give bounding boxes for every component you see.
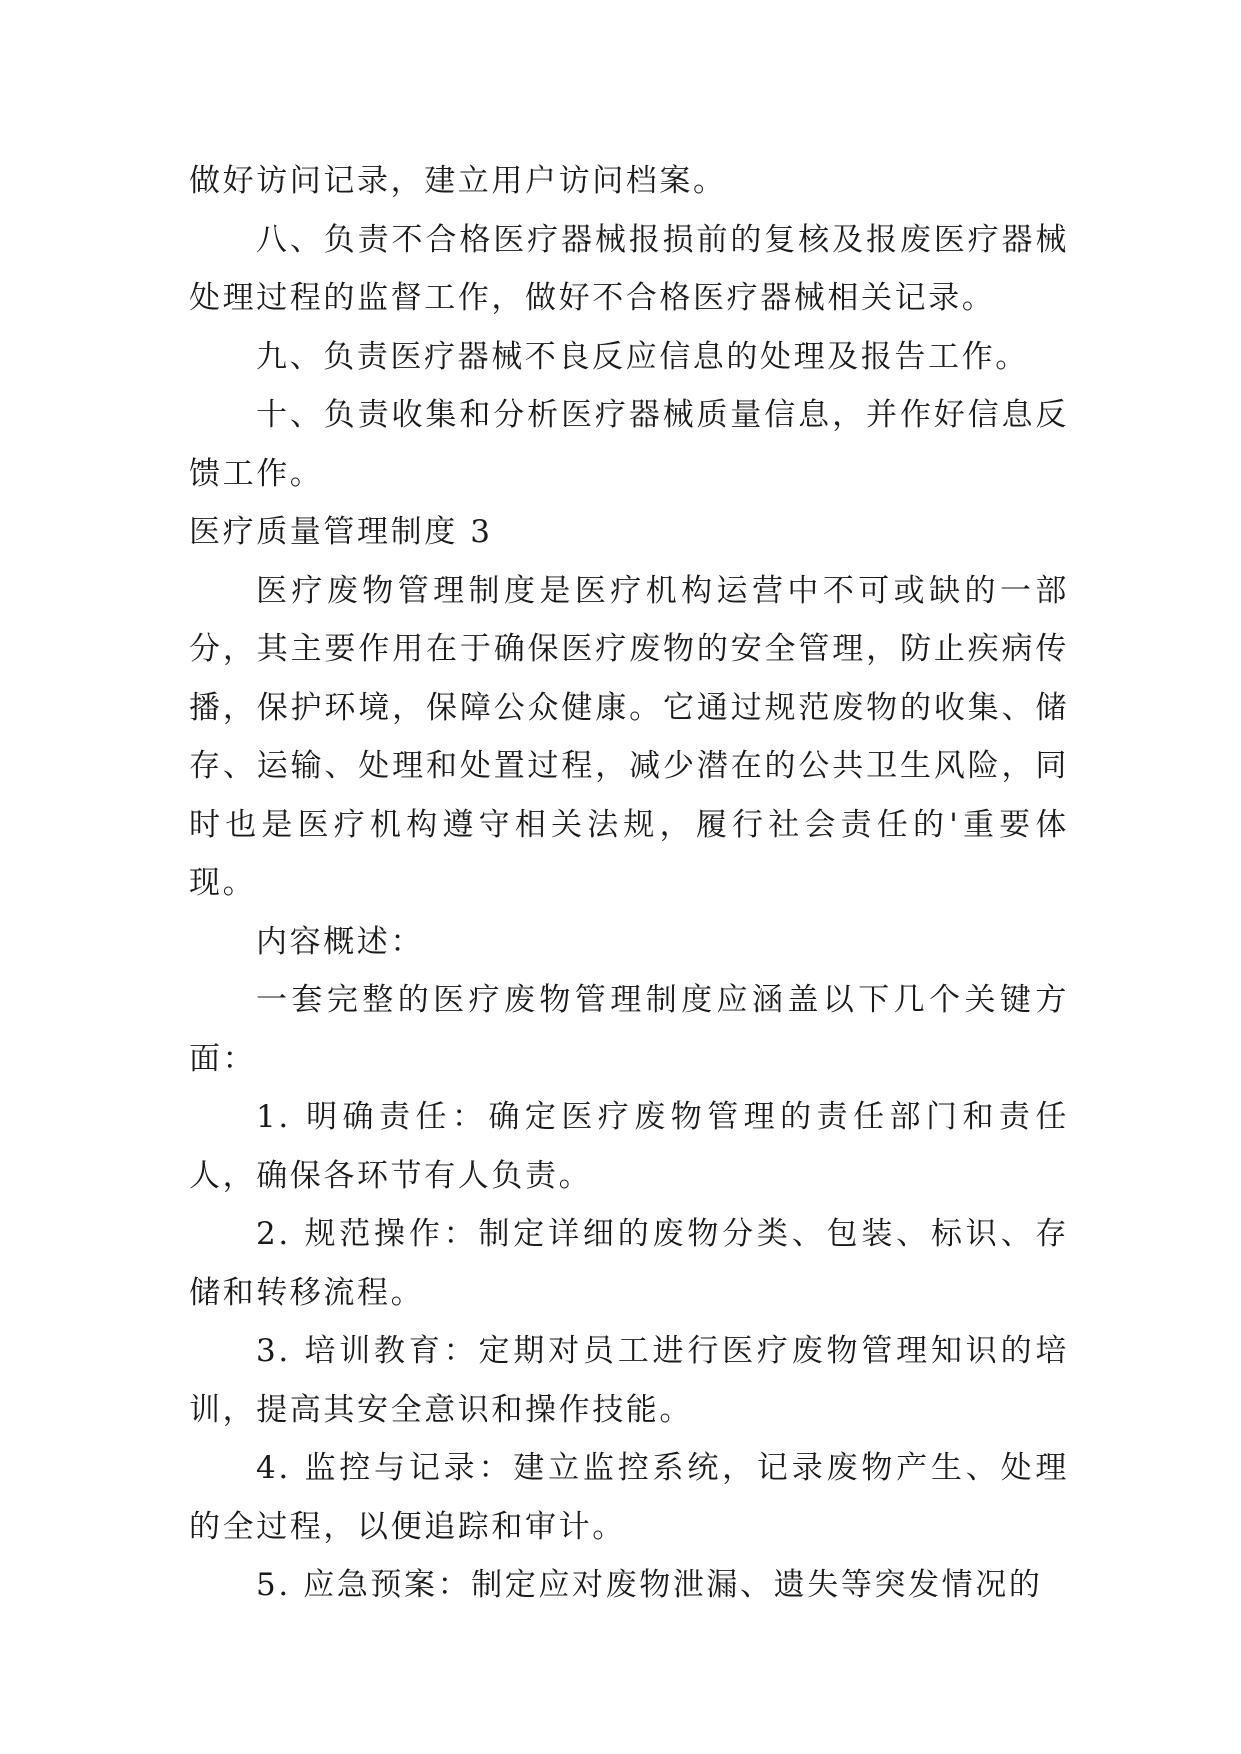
paragraph-overview-label: 内容概述： [256, 923, 424, 960]
list-item-1: 1. 明确责任：确定医疗废物管理的责任部门和责任人，确保各环节有人负责。 [189, 1099, 1069, 1194]
paragraph-intro: 医疗废物管理制度是医疗机构运营中不可或缺的一部分，其主要作用在于确保医疗废物的安全管理，防止疾病传播，保护环境，保障公众健康。它通过规范废物的收集、储存、运输、处理和处置过程，减少潜在的公共卫生风险，同时也是医疗机构遵守相关法规，履行社会责任的'重要体现。 [189, 572, 1069, 901]
paragraph-item-10: 十、负责收集和分析医疗器械质量信息，并作好信息反馈工作。 [189, 397, 1069, 492]
list-item-3: 3. 培训教育：定期对员工进行医疗废物管理知识的培训，提高其安全意识和操作技能。 [189, 1333, 1069, 1428]
paragraph-continuation: 做好访问记录，建立用户访问档案。 [189, 163, 727, 199]
section-heading: 医疗质量管理制度 3 [189, 514, 493, 550]
paragraph-item-8: 八、负责不合格医疗器械报损前的复核及报废医疗器械处理过程的监督工作，做好不合格医疗器械相关记录。 [189, 221, 1069, 316]
list-item-5: 5. 应急预案：制定应对废物泄漏、遗失等突发情况的 [256, 1567, 1043, 1603]
document-body [189, 152, 1069, 1615]
paragraph-overview: 一套完整的医疗废物管理制度应涵盖以下几个关键方面： [189, 982, 1069, 1077]
list-item-2: 2. 规范操作：制定详细的废物分类、包装、标识、存储和转移流程。 [189, 1216, 1069, 1311]
paragraph-item-9: 九、负责医疗器械不良反应信息的处理及报告工作。 [256, 338, 1029, 375]
list-item-4: 4. 监控与记录：建立监控系统，记录废物产生、处理的全过程，以便追踪和审计。 [189, 1450, 1069, 1545]
